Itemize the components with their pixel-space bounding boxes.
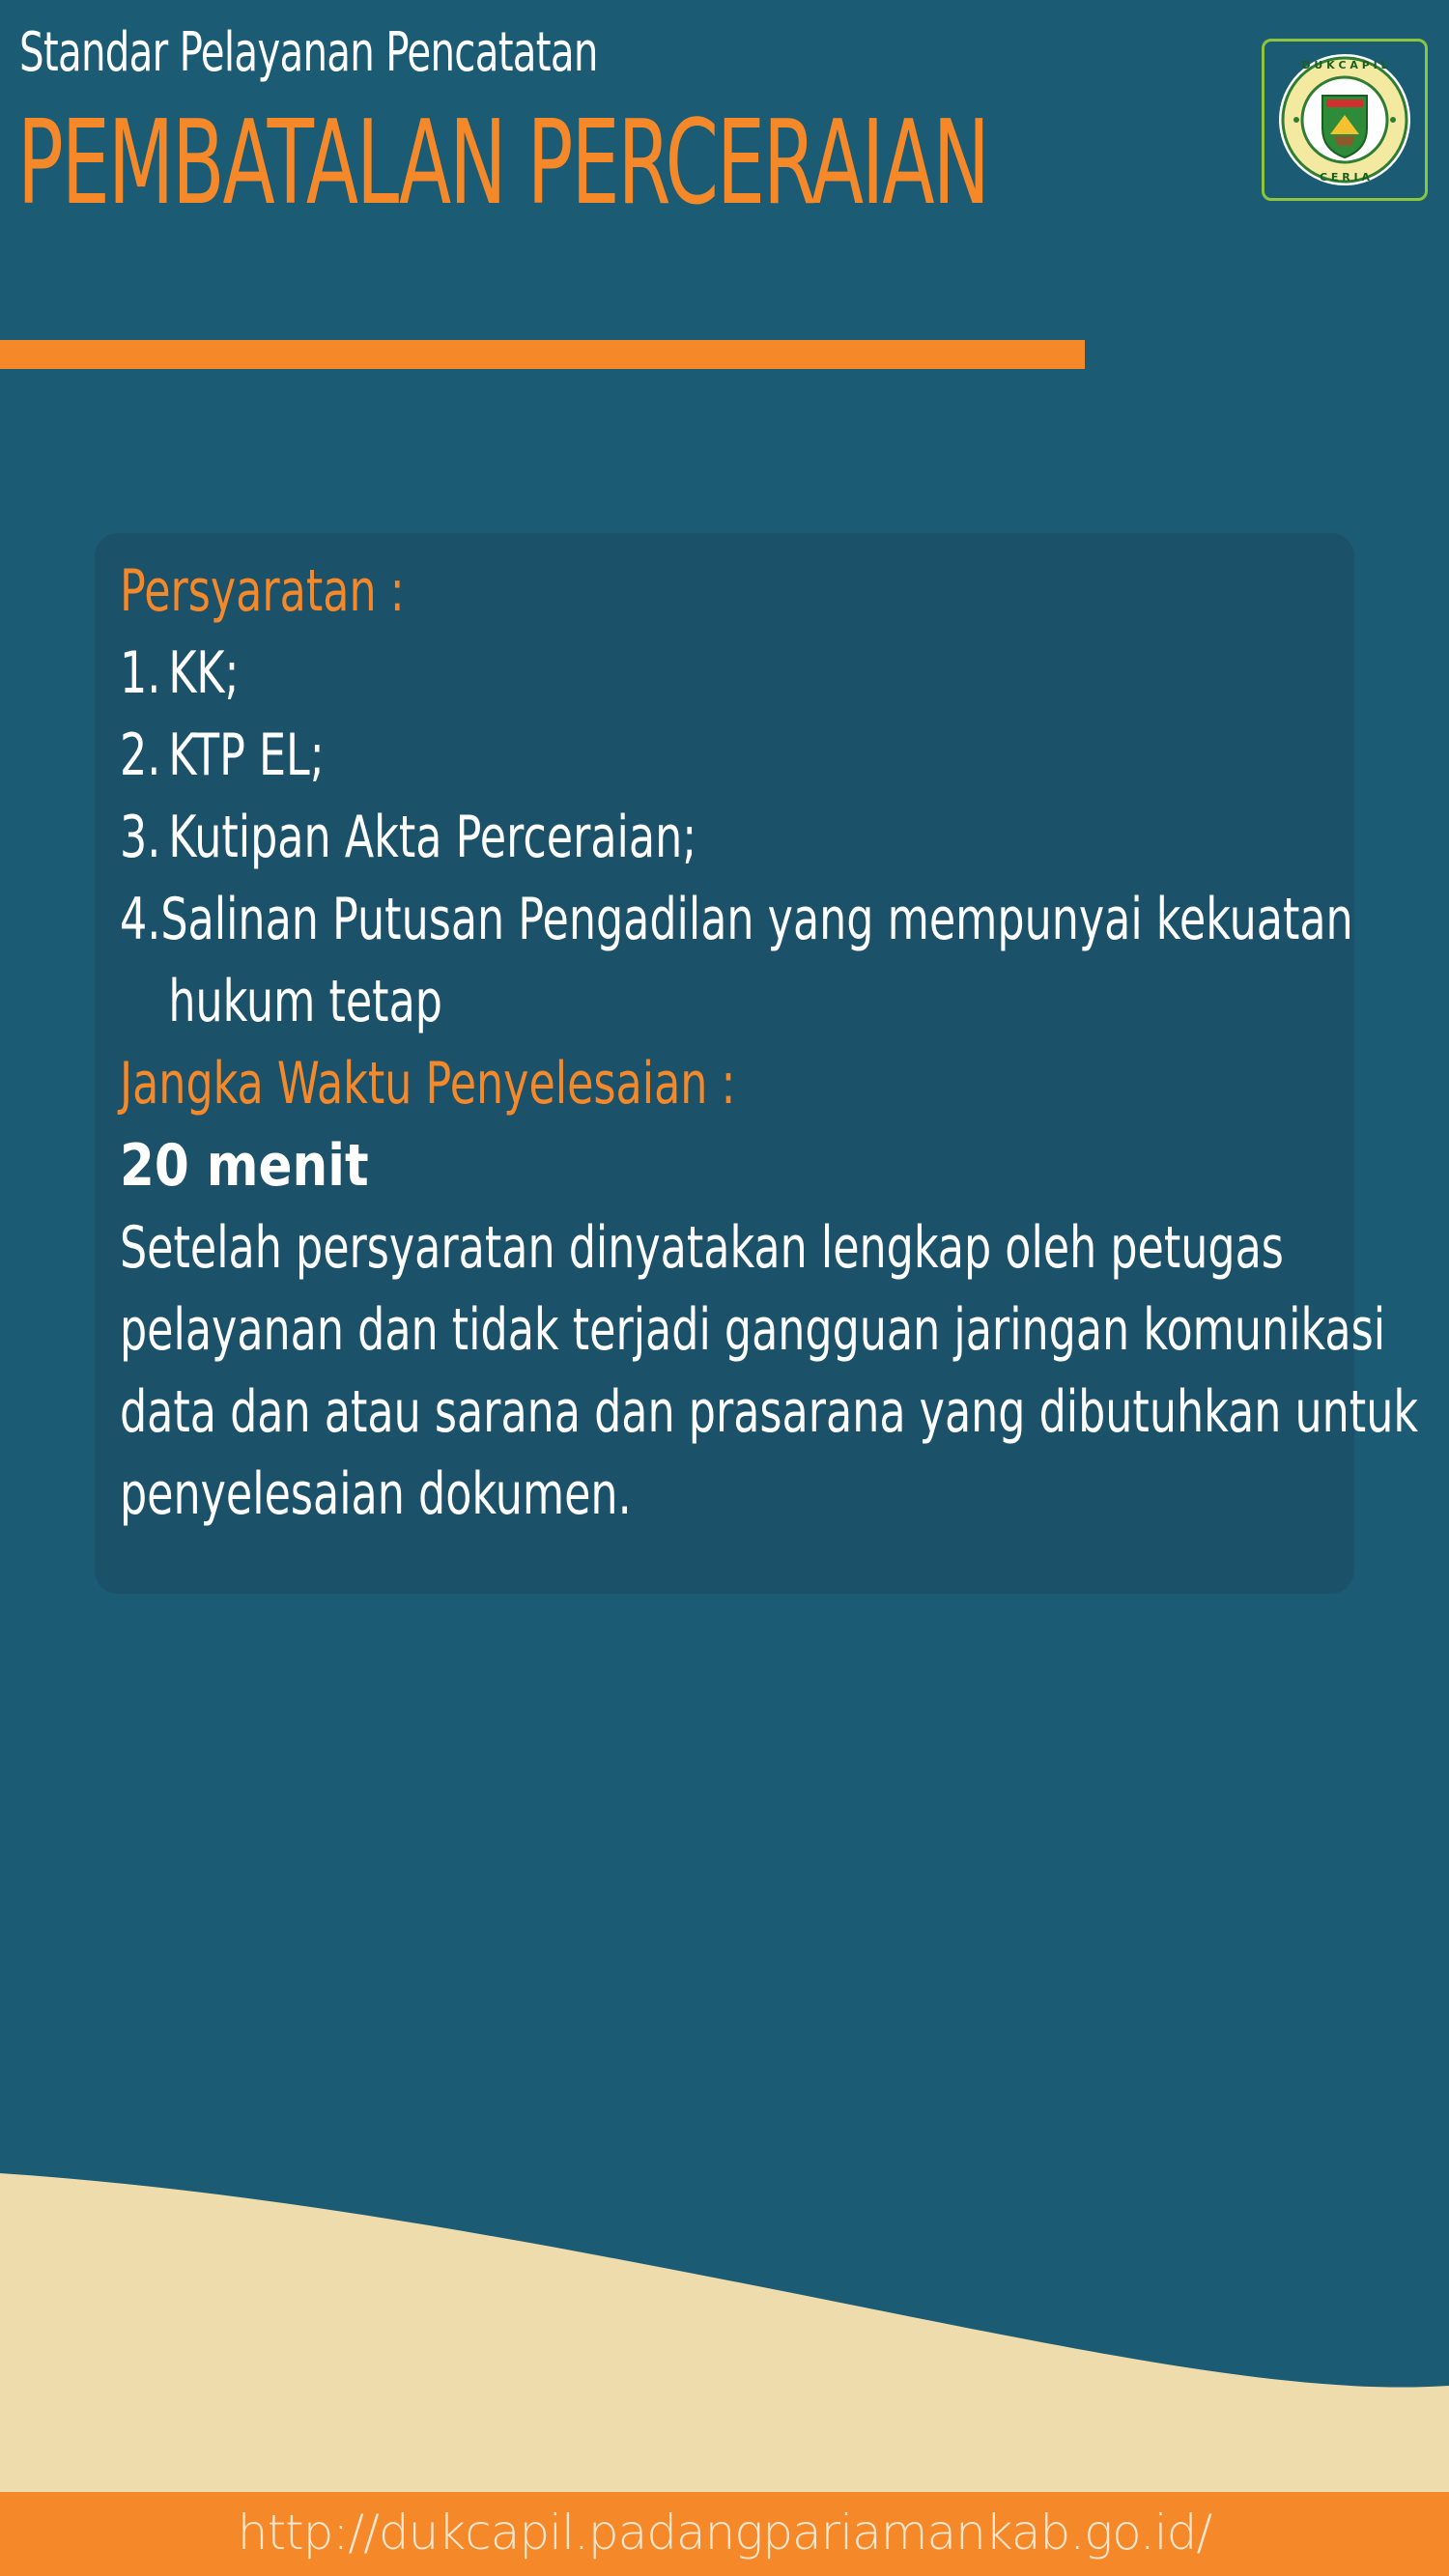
requirement-number: 2. — [120, 722, 161, 789]
page-title: PEMBATALAN PERCERAIAN — [17, 97, 988, 231]
header-accent-bar — [0, 340, 1085, 369]
requirement-item — [120, 633, 1020, 715]
requirement-text: KK; — [168, 639, 240, 707]
requirement-text: Kutipan Akta Perceraian; — [168, 804, 697, 871]
requirement-item — [120, 715, 1020, 797]
requirement-number: 3. — [120, 804, 161, 871]
duration-heading: Jangka Waktu Penyelesaian : — [120, 1050, 736, 1118]
requirement-text-continued: hukum tetap — [168, 968, 442, 1035]
requirement-item — [120, 797, 1020, 879]
description-line: data dan atau sarana dan prasarana yang dibutuhkan untuk — [120, 1378, 1419, 1446]
dukcapil-logo — [1262, 39, 1428, 201]
requirements-heading: Persyaratan : — [120, 557, 405, 625]
requirement-number: 1. — [120, 639, 161, 707]
logo-ring-text-bottom: C E R I A — [1320, 171, 1370, 184]
description-line: pelayanan dan tidak terjadi gangguan jaringan komunikasi — [120, 1296, 1386, 1364]
requirement-text: KTP EL; — [168, 722, 325, 789]
description-line: penyelesaian dokumen. — [120, 1460, 632, 1528]
logo-ring-text-top: D U K C A P I L — [1301, 59, 1388, 71]
description-line: Setelah persyaratan dinyatakan lengkap oleh petugas — [120, 1214, 1284, 1282]
footer-url-link[interactable]: http://dukcapil.padangpariamankab.go.id/ — [237, 2505, 1212, 2561]
header-subtitle: Standar Pelayanan Pencatatan — [19, 21, 598, 84]
info-card-content — [120, 551, 1419, 1536]
dukcapil-emblem-icon — [1264, 42, 1425, 198]
requirement-item — [120, 879, 1353, 961]
requirement-number: 4. — [120, 886, 161, 953]
duration-value: 20 menit — [120, 1132, 369, 1200]
decorative-wave — [0, 2164, 1449, 2492]
requirement-text: Salinan Putusan Pengadilan yang mempunyai kekuatan — [160, 886, 1353, 953]
